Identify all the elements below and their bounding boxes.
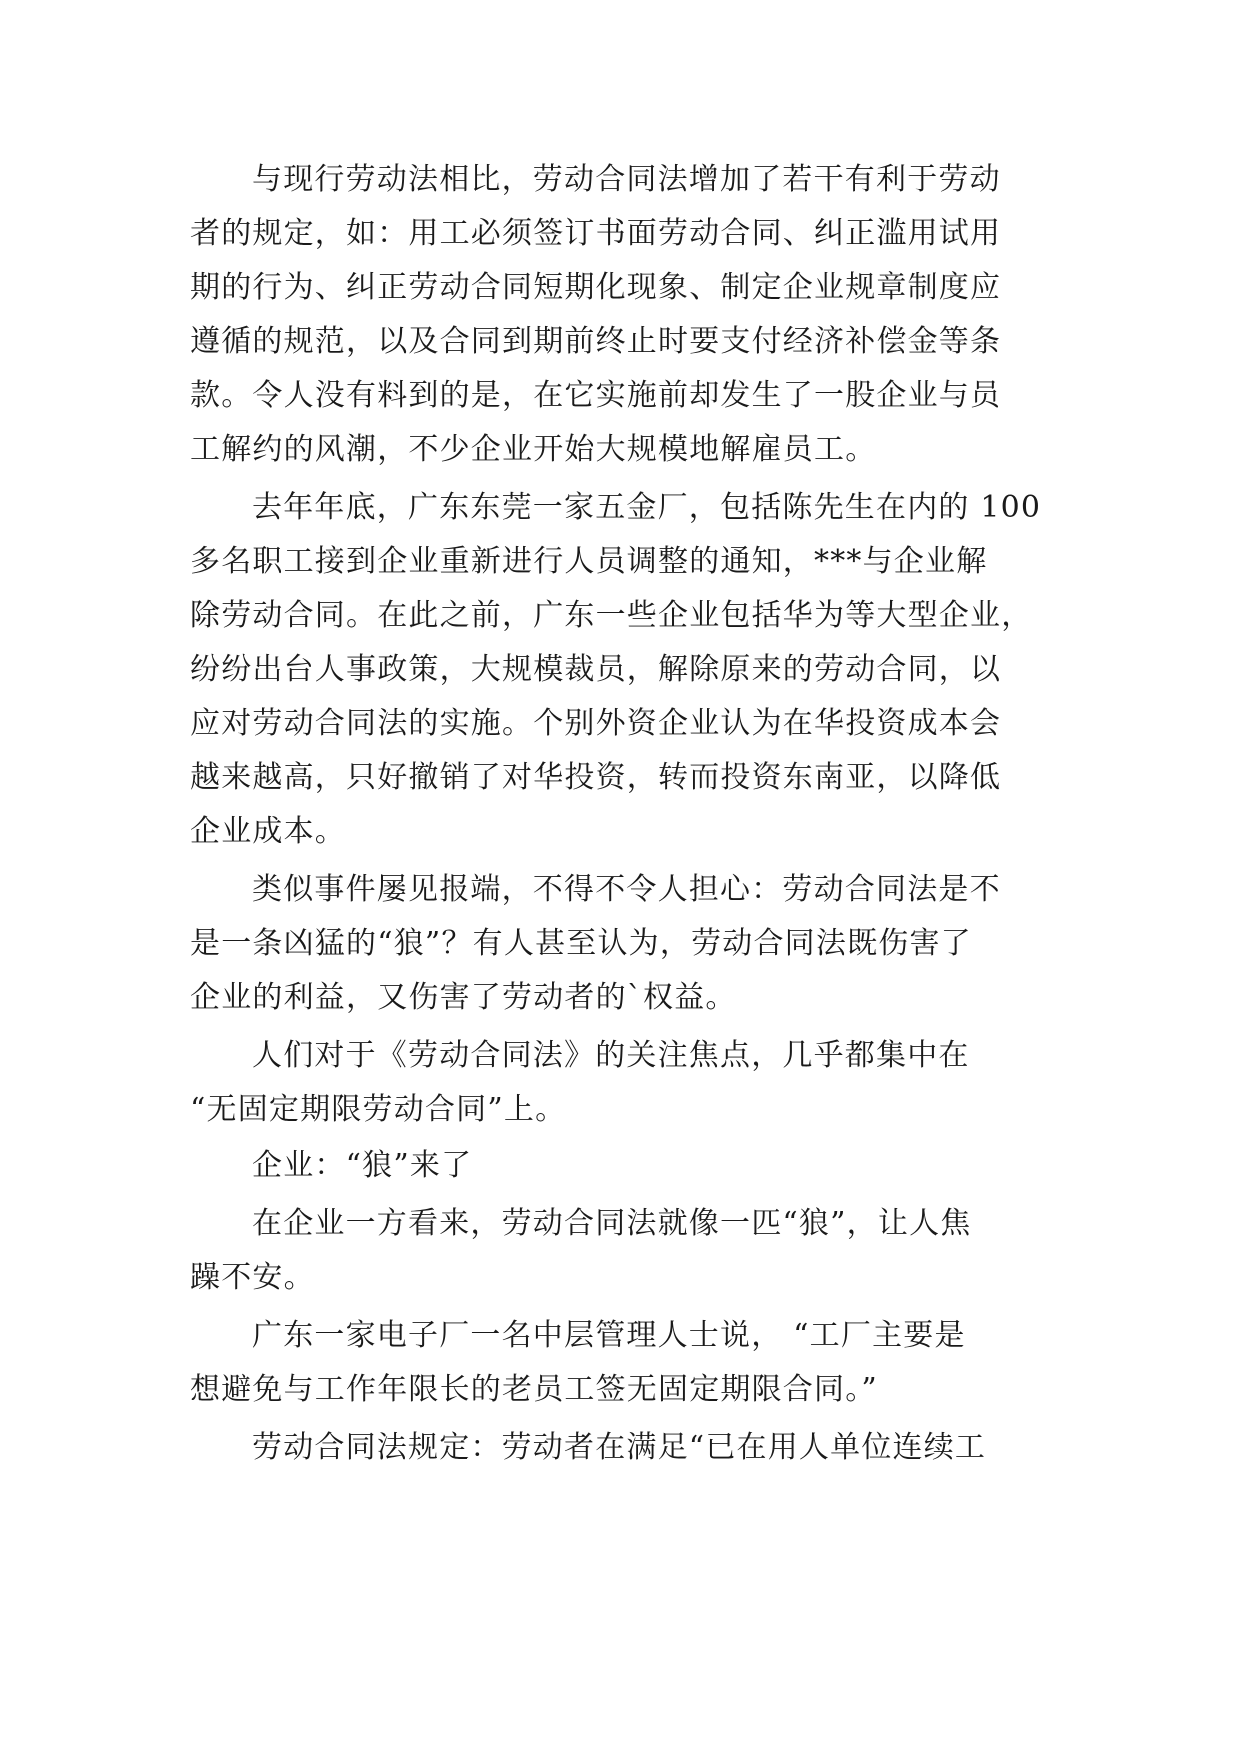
paragraph-1-line-2: 者的规定，如：用工必须签订书面劳动合同、纠正滥用试用 [190, 216, 1002, 251]
paragraph-6-line-2: 想避免与工作年限长的老员工签无固定期限合同。” [190, 1372, 878, 1407]
paragraph-2-line-4: 纷纷出台人事政策，大规模裁员，解除原来的劳动合同，以 [190, 652, 1002, 687]
paragraph-2-line-2: 多名职工接到企业重新进行人员调整的通知，***与企业解 [190, 544, 988, 579]
paragraph-5-line-2: 躁不安。 [190, 1260, 315, 1295]
paragraph-3-line-3: 企业的利益，又伤害了劳动者的`权益。 [190, 980, 737, 1015]
paragraph-2-line-6: 越来越高，只好撤销了对华投资，转而投资东南亚，以降低 [190, 760, 1002, 795]
paragraph-6-line-1: 广东一家电子厂一名中层管理人士说， “工厂主要是 [252, 1318, 966, 1353]
paragraph-1-line-3: 期的行为、纠正劳动合同短期化现象、制定企业规章制度应 [190, 270, 1002, 305]
paragraph-3-line-1: 类似事件屡见报端，不得不令人担心：劳动合同法是不 [252, 872, 1001, 907]
paragraph-1-line-1: 与现行劳动法相比，劳动合同法增加了若干有利于劳动 [252, 162, 1001, 197]
paragraph-2-line-7: 企业成本。 [190, 814, 346, 849]
paragraph-1-line-4: 遵循的规范，以及合同到期前终止时要支付经济补偿金等条 [190, 324, 1002, 359]
paragraph-1-line-6: 工解约的风潮，不少企业开始大规模地解雇员工。 [190, 432, 877, 467]
section-heading: 企业：“狼”来了 [252, 1148, 473, 1183]
paragraph-7-line-1: 劳动合同法规定：劳动者在满足“已在用人单位连续工 [252, 1430, 987, 1465]
paragraph-2-line-1: 去年年底，广东东莞一家五金厂，包括陈先生在内的 100 [252, 490, 1042, 525]
paragraph-4-line-2: “无固定期限劳动合同”上。 [190, 1092, 567, 1127]
paragraph-4-line-1: 人们对于《劳动合同法》的关注焦点，几乎都集中在 [252, 1038, 970, 1073]
paragraph-2-line-3: 除劳动合同。在此之前，广东一些企业包括华为等大型企业， [190, 598, 1033, 633]
paragraph-5-line-1: 在企业一方看来，劳动合同法就像一匹“狼”，让人焦 [252, 1206, 972, 1241]
paragraph-1-line-5: 款。令人没有料到的是，在它实施前却发生了一股企业与员 [190, 378, 1002, 413]
paragraph-3-line-2: 是一条凶猛的“狼”？有人甚至认为，劳动合同法既伤害了 [190, 926, 972, 961]
paragraph-2-line-5: 应对劳动合同法的实施。个别外资企业认为在华投资成本会 [190, 706, 1002, 741]
